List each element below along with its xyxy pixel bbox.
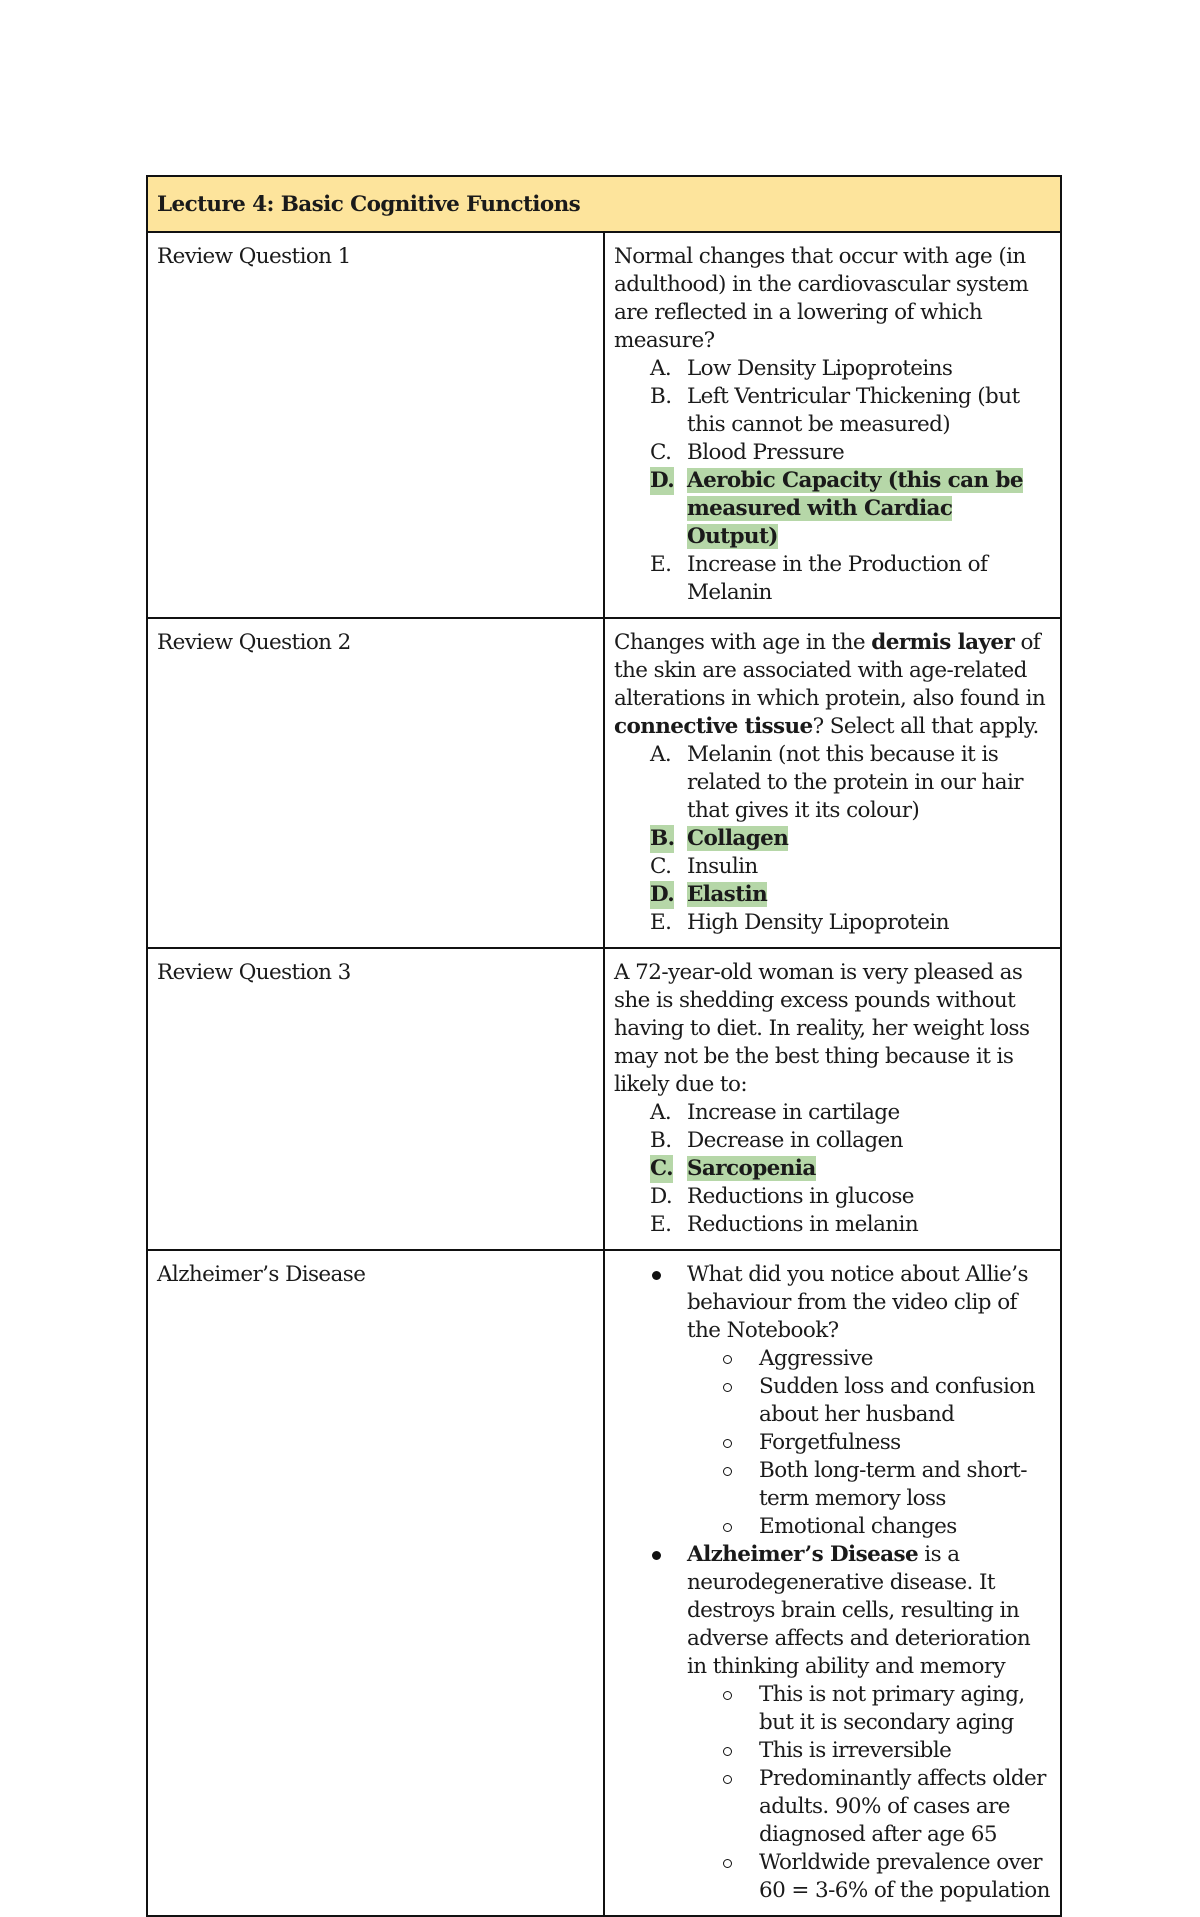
hollow-circle-icon [723,1439,732,1448]
question-stem: A 72-year-old woman is very pleased as she is shedding excess pounds without having to diet. In reality, her weight loss may not be the best thing because it is likely due to: [614,960,1030,1097]
correct-answer-option: B. Collagen [650,826,789,851]
answer-options [614,1099,1050,1239]
answer-option: B. Left Ventricular Thickening (but this cannot be measured) [650,384,1020,437]
answer-option: A. Melanin (not this because it is related to the protein in our hair that gives it its colour) [650,742,1023,823]
answer-option: E. High Density Lipoprotein [650,910,949,935]
sub-bullet-list [687,1345,1050,1541]
sub-bullet-item: Forgetfulness [723,1429,1050,1457]
hollow-circle-icon [723,1523,732,1532]
sub-bullet-item: Sudden loss and confusion about her husband [723,1373,1050,1429]
lecture-title: Lecture 4: Basic Cognitive Functions [147,176,1061,232]
topic-content [604,1250,1061,1916]
hollow-circle-icon [723,1355,732,1364]
bullet-dot-icon [652,1551,661,1560]
bullet-list [614,1261,1050,1905]
bullet-item: What did you notice about Allie’s behaviour from the video clip of the Notebook? Aggressive Sudden loss and confusion about her husband Forgetfulness Both long-term and short-term memory loss Emotional changes [650,1261,1050,1541]
table-row [147,232,1061,618]
correct-answer-option: D. Elastin [650,882,768,907]
sub-bullet-item: Worldwide prevalence over 60 = 3-6% of the population [723,1849,1050,1905]
hollow-circle-icon [723,1775,732,1784]
sub-bullet-item: Aggressive [723,1345,1050,1373]
answer-option: E. Increase in the Production of Melanin [650,552,988,605]
correct-answer-option: D. Aerobic Capacity (this can be measured with Cardiac Output) [650,468,1023,549]
question-label: Review Question 2 [147,618,604,948]
hollow-circle-icon [723,1467,732,1476]
answer-option: A. Low Density Lipoproteins [650,356,953,381]
sub-bullet-item: Both long-term and short-term memory loss [723,1457,1050,1513]
answer-option: B. Decrease in collagen [650,1128,903,1153]
sub-bullet-item: Predominantly affects older adults. 90% of cases are diagnosed after age 65 [723,1765,1050,1849]
question-stem: Changes with age in the dermis layer of the skin are associated with age-related alterations in which protein, also found in connective tissue? Select all that apply. [614,630,1046,739]
sub-bullet-list [687,1681,1050,1905]
answer-options [614,355,1050,607]
topic-label: Alzheimer’s Disease [147,1250,604,1916]
question-label: Review Question 1 [147,232,604,618]
question-stem: Normal changes that occur with age (in adulthood) in the cardiovascular system are reflected in a lowering of which measure? [614,244,1029,353]
question-label: Review Question 3 [147,948,604,1250]
answer-option: C. Blood Pressure [650,440,845,465]
sub-bullet-item: This is irreversible [723,1737,1050,1765]
answer-option: C. Insulin [650,854,758,879]
bullet-item: Alzheimer’s Disease is a neurodegenerative disease. It destroys brain cells, resulting in adverse affects and deterioration in thinking ability and memory This is not primary aging, but it is secondary aging This is irreversible Predominantly affects older adults. 90% of cases are diagnosed after age 65 Worldwide prevalence over 60 = 3-6% of the population [650,1541,1050,1905]
answer-option: A. Increase in cartilage [650,1100,900,1125]
question-content [604,618,1061,948]
hollow-circle-icon [723,1747,732,1756]
lecture-table [146,175,1062,1917]
table-row [147,618,1061,948]
table-row [147,948,1061,1250]
hollow-circle-icon [723,1383,732,1392]
table-row [147,1250,1061,1916]
question-content [604,232,1061,618]
question-content [604,948,1061,1250]
answer-options [614,741,1050,937]
sub-bullet-item: This is not primary aging, but it is secondary aging [723,1681,1050,1737]
correct-answer-option: C. Sarcopenia [650,1156,816,1181]
header-row [147,176,1061,232]
answer-option: D. Reductions in glucose [650,1184,914,1209]
bullet-dot-icon [652,1271,661,1280]
answer-option: E. Reductions in melanin [650,1212,919,1237]
hollow-circle-icon [723,1859,732,1868]
sub-bullet-item: Emotional changes [723,1513,1050,1541]
hollow-circle-icon [723,1691,732,1700]
